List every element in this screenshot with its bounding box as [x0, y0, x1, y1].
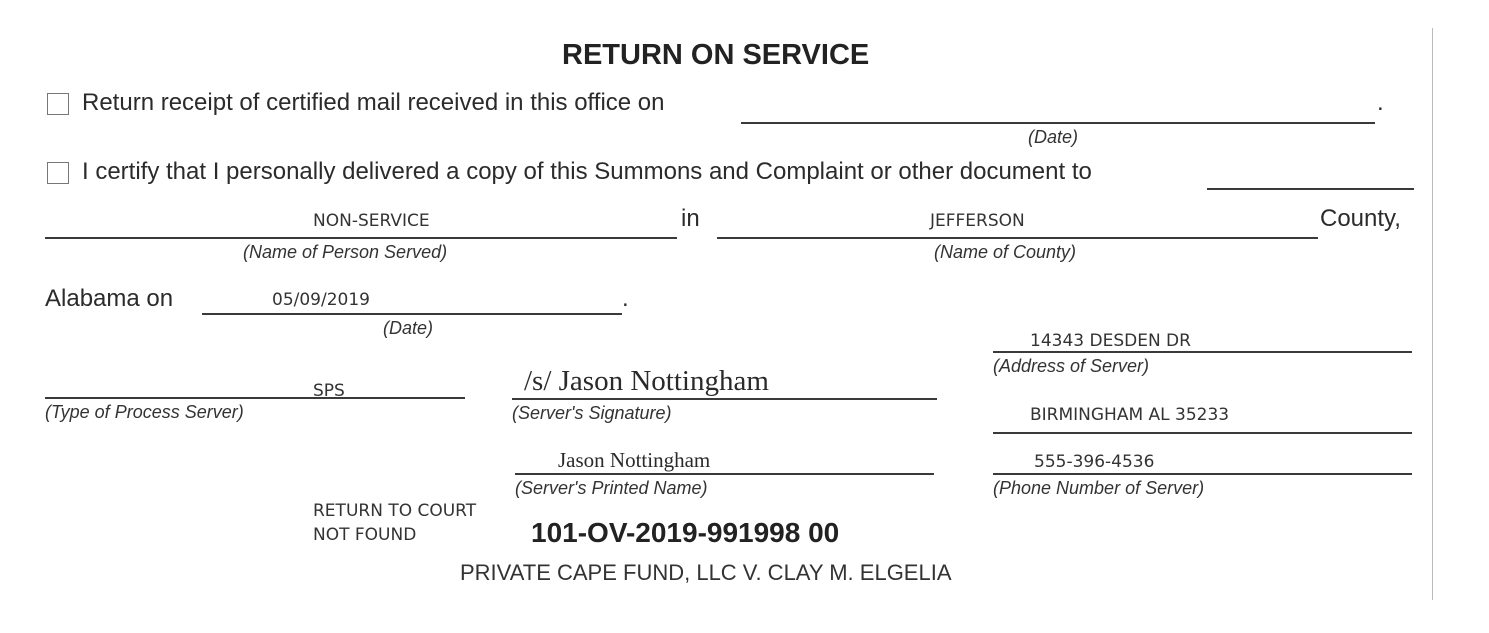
county-label: County,	[1320, 205, 1401, 232]
receipt-period: .	[1377, 89, 1384, 116]
case-number: 101-OV-2019-991998 00	[531, 517, 840, 548]
certify-statement: I certify that I personally delivered a copy of this Summons and Complaint or other document to	[82, 158, 1092, 185]
server-phone-line[interactable]	[993, 473, 1412, 475]
form-title: RETURN ON SERVICE	[562, 39, 870, 71]
person-served-line[interactable]	[45, 237, 677, 239]
process-server-type-value: SPS	[313, 381, 345, 401]
server-printed-name: Jason Nottingham	[558, 448, 711, 472]
process-server-type-line[interactable]	[45, 397, 465, 399]
served-date-value: 05/09/2019	[272, 290, 370, 310]
personal-delivery-checkbox[interactable]	[47, 162, 69, 184]
certified-mail-checkbox[interactable]	[47, 93, 69, 115]
case-caption: PRIVATE CAPE FUND, LLC V. CLAY M. ELGELIA	[460, 560, 952, 585]
county-caption: (Name of County)	[934, 242, 1077, 262]
county-line[interactable]	[717, 237, 1318, 239]
server-signature-caption: (Server's Signature)	[512, 403, 672, 423]
server-phone-caption: (Phone Number of Server)	[993, 478, 1205, 498]
server-printed-name-caption: (Server's Printed Name)	[515, 478, 708, 498]
alabama-on-label: Alabama on	[45, 285, 174, 312]
server-city-value: BIRMINGHAM AL 35233	[1030, 405, 1230, 425]
server-address-line[interactable]	[993, 351, 1412, 353]
server-city-line[interactable]	[993, 432, 1412, 434]
server-phone-value: 555-396-4536	[1034, 452, 1155, 472]
server-signature-line[interactable]	[512, 398, 937, 400]
page-edge-divider	[1432, 28, 1433, 600]
server-printed-name-line[interactable]	[515, 473, 934, 475]
receipt-date-line[interactable]	[741, 122, 1375, 124]
delivered-to-line[interactable]	[1207, 188, 1414, 190]
return-status-line1: RETURN TO COURT	[313, 501, 477, 521]
person-served-value: NON-SERVICE	[313, 211, 430, 231]
county-value: JEFFERSON	[930, 211, 1025, 231]
served-date-period: .	[622, 285, 629, 312]
served-date-caption: (Date)	[383, 318, 434, 338]
receipt-date-caption: (Date)	[1028, 127, 1079, 147]
served-date-line[interactable]	[202, 313, 622, 315]
process-server-type-caption: (Type of Process Server)	[45, 402, 244, 422]
server-signature: /s/ Jason Nottingham	[524, 365, 769, 397]
person-served-caption: (Name of Person Served)	[243, 242, 448, 262]
server-address-value: 14343 DESDEN DR	[1030, 331, 1191, 351]
receipt-statement: Return receipt of certified mail received in this office on	[82, 89, 665, 116]
in-label: in	[681, 205, 700, 232]
return-status-line2: NOT FOUND	[313, 525, 417, 545]
server-address-caption: (Address of Server)	[993, 356, 1150, 376]
